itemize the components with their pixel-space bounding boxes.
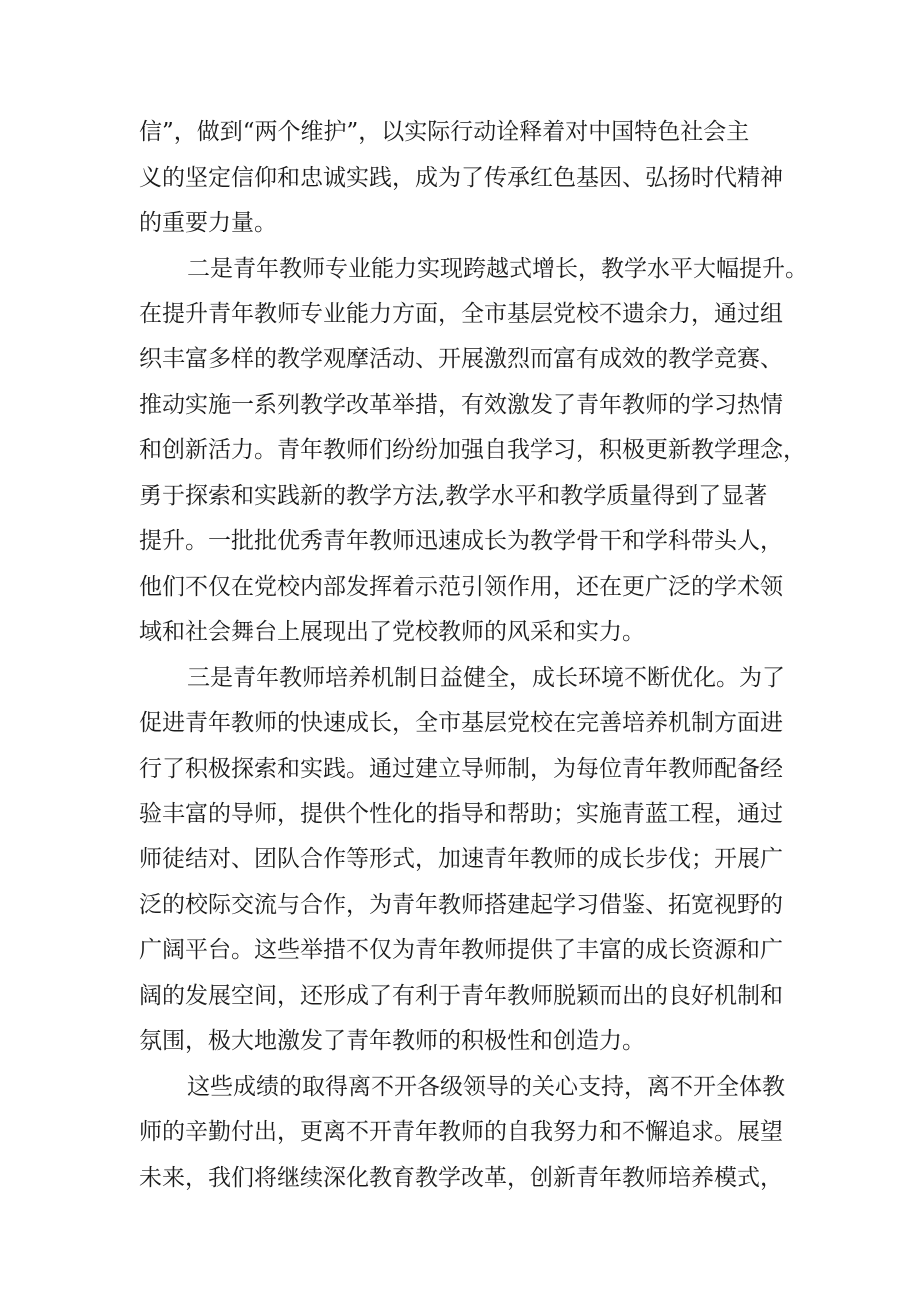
text-line: 推动实施一系列教学改革举措，有效激发了青年教师的学习热情 (139, 392, 783, 418)
paragraph-start-line: 二是青年教师专业能力实现跨越式增长，教学水平大幅提升。 (187, 256, 808, 282)
text-line: 广阔平台。这些举措不仅为青年教师提供了丰富的成长资源和广 (139, 937, 783, 963)
text-line: 在提升青年教师专业能力方面，全市基层党校不遗余力，通过组 (139, 301, 783, 327)
text-line: 阔的发展空间，还形成了有利于青年教师脱颖而出的良好机制和 (139, 983, 783, 1009)
text-line: 信”，做到“两个维护”，以实际行动诠释着对中国特色社会主 (139, 119, 750, 145)
text-line: 未来，我们将继续深化教育教学改革，创新青年教师培养模式， (139, 1165, 783, 1191)
text-line: 氛围，极大地激发了青年教师的积极性和创造力。 (139, 1028, 645, 1054)
text-line: 的重要力量。 (139, 210, 277, 236)
text-line: 织丰富多样的教学观摩活动、开展激烈而富有成效的教学竞赛、 (139, 346, 783, 372)
paragraph-start-line: 三是青年教师培养机制日益健全，成长环境不断优化。为了 (187, 665, 785, 691)
text-line: 和创新活力。青年教师们纷纷加强自我学习，积极更新教学理念， (139, 437, 806, 463)
text-line: 泛的校际交流与合作，为青年教师搭建起学习借鉴、拓宽视野的 (139, 892, 783, 918)
text-line: 他们不仅在党校内部发挥着示范引领作用，还在更广泛的学术领 (139, 574, 783, 600)
text-line: 义的坚定信仰和忠诚实践，成为了传承红色基因、弘扬时代精神 (139, 165, 783, 191)
text-line: 促进青年教师的快速成长，全市基层党校在完善培养机制方面进 (139, 710, 783, 736)
text-line: 提升。一批批优秀青年教师迅速成长为教学骨干和学科带头人， (139, 528, 783, 554)
text-line: 师的辛勤付出，更离不开青年教师的自我努力和不懈追求。展望 (139, 1119, 783, 1145)
paragraph-start-line: 这些成绩的取得离不开各级领导的关心支持，离不开全体教 (187, 1074, 785, 1100)
text-line: 行了积极探索和实践。通过建立导师制，为每位青年教师配备经 (139, 756, 783, 782)
text-line: 验丰富的导师，提供个性化的指导和帮助；实施青蓝工程，通过 (139, 801, 783, 827)
text-line: 师徒结对、团队合作等形式，加速青年教师的成长步伐；开展广 (139, 846, 783, 872)
text-line: 域和社会舞台上展现出了党校教师的风采和实力。 (139, 619, 645, 645)
text-line: 勇于探索和实践新的教学方法,教学水平和教学质量得到了显著 (139, 483, 768, 509)
